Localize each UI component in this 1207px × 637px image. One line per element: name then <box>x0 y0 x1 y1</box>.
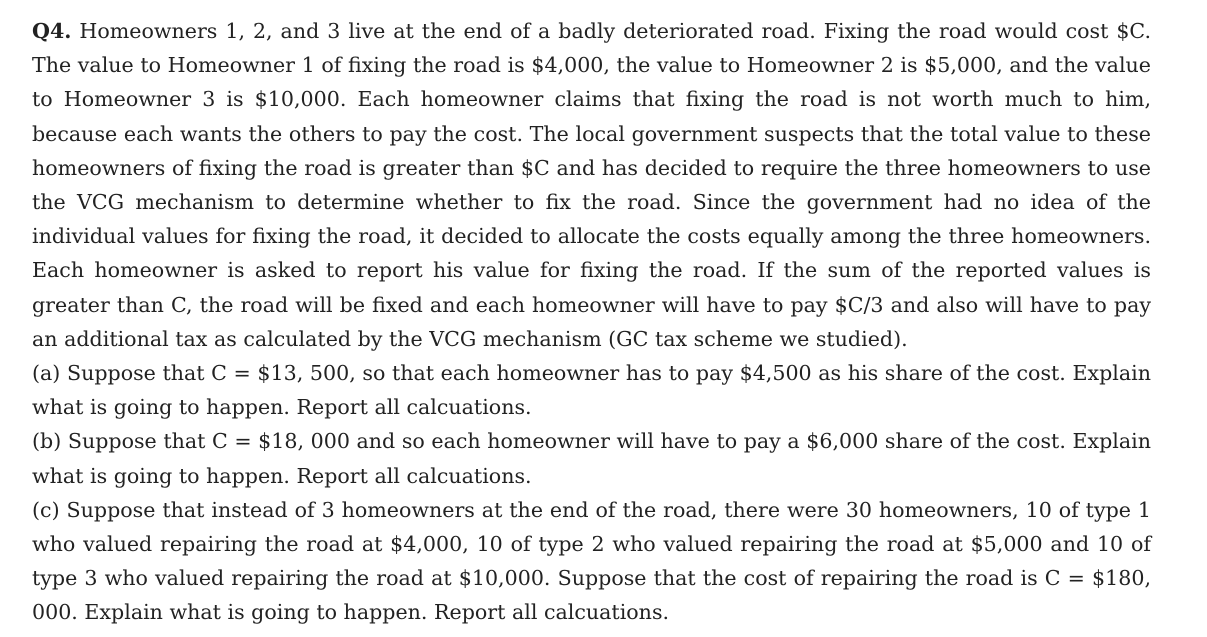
part-b: (b) Suppose that C = $18, 000 and so each homeowner will have to pay a $6,000 share of the cost. Explain what is going to happen. Report all calcuations. <box>32 429 1151 488</box>
part-a: (a) Suppose that C = $13, 500, so that each homeowner has to pay $4,500 as his share of the cost. Explain what is going to happen. Report all calcuations. <box>32 361 1151 420</box>
question-label: Q4. <box>32 19 72 43</box>
question-body: Homeowners 1, 2, and 3 live at the end of a badly deteriorated road. Fixing the road would cost $C. The value to Homeowner 1 of fixing the road is $4,000, the value to Homeowner 2 is $5,000, and the value to Homeowner 3 is $10,000. Each homeowner claims that fixing the road is not worth much to him, because each wants the others to pay the cost. The local government suspects that the total value to these homeowners of fixing the road is greater than $C and has decided to require the three homeowners to use the VCG mechanism to determine whether to fix the road. Since the government had no idea of the individual values for fixing the road, it decided to allocate the costs equally among the three homeowners. Each homeowner is asked to report his value for fixing the road. If the sum of the reported values is greater than C, the road will be fixed and each homeowner will have to pay $C/3 and also will have to pay an additional tax as calculated by the VCG mechanism (GC tax scheme we studied). <box>32 19 1151 351</box>
part-c: (c) Suppose that instead of 3 homeowners at the end of the road, there were 30 homeowners, 10 of type 1 who valued repairing the road at $4,000, 10 of type 2 who valued repairing the road at $5,000 and 10 of type 3 who valued repairing the road at $10,000. Suppose that the cost of repairing the road is C = $180, 000. Explain what is going to happen. Report all calcuations. <box>32 497 1151 625</box>
question-intro <box>32 14 1151 356</box>
question-text <box>32 14 1151 630</box>
